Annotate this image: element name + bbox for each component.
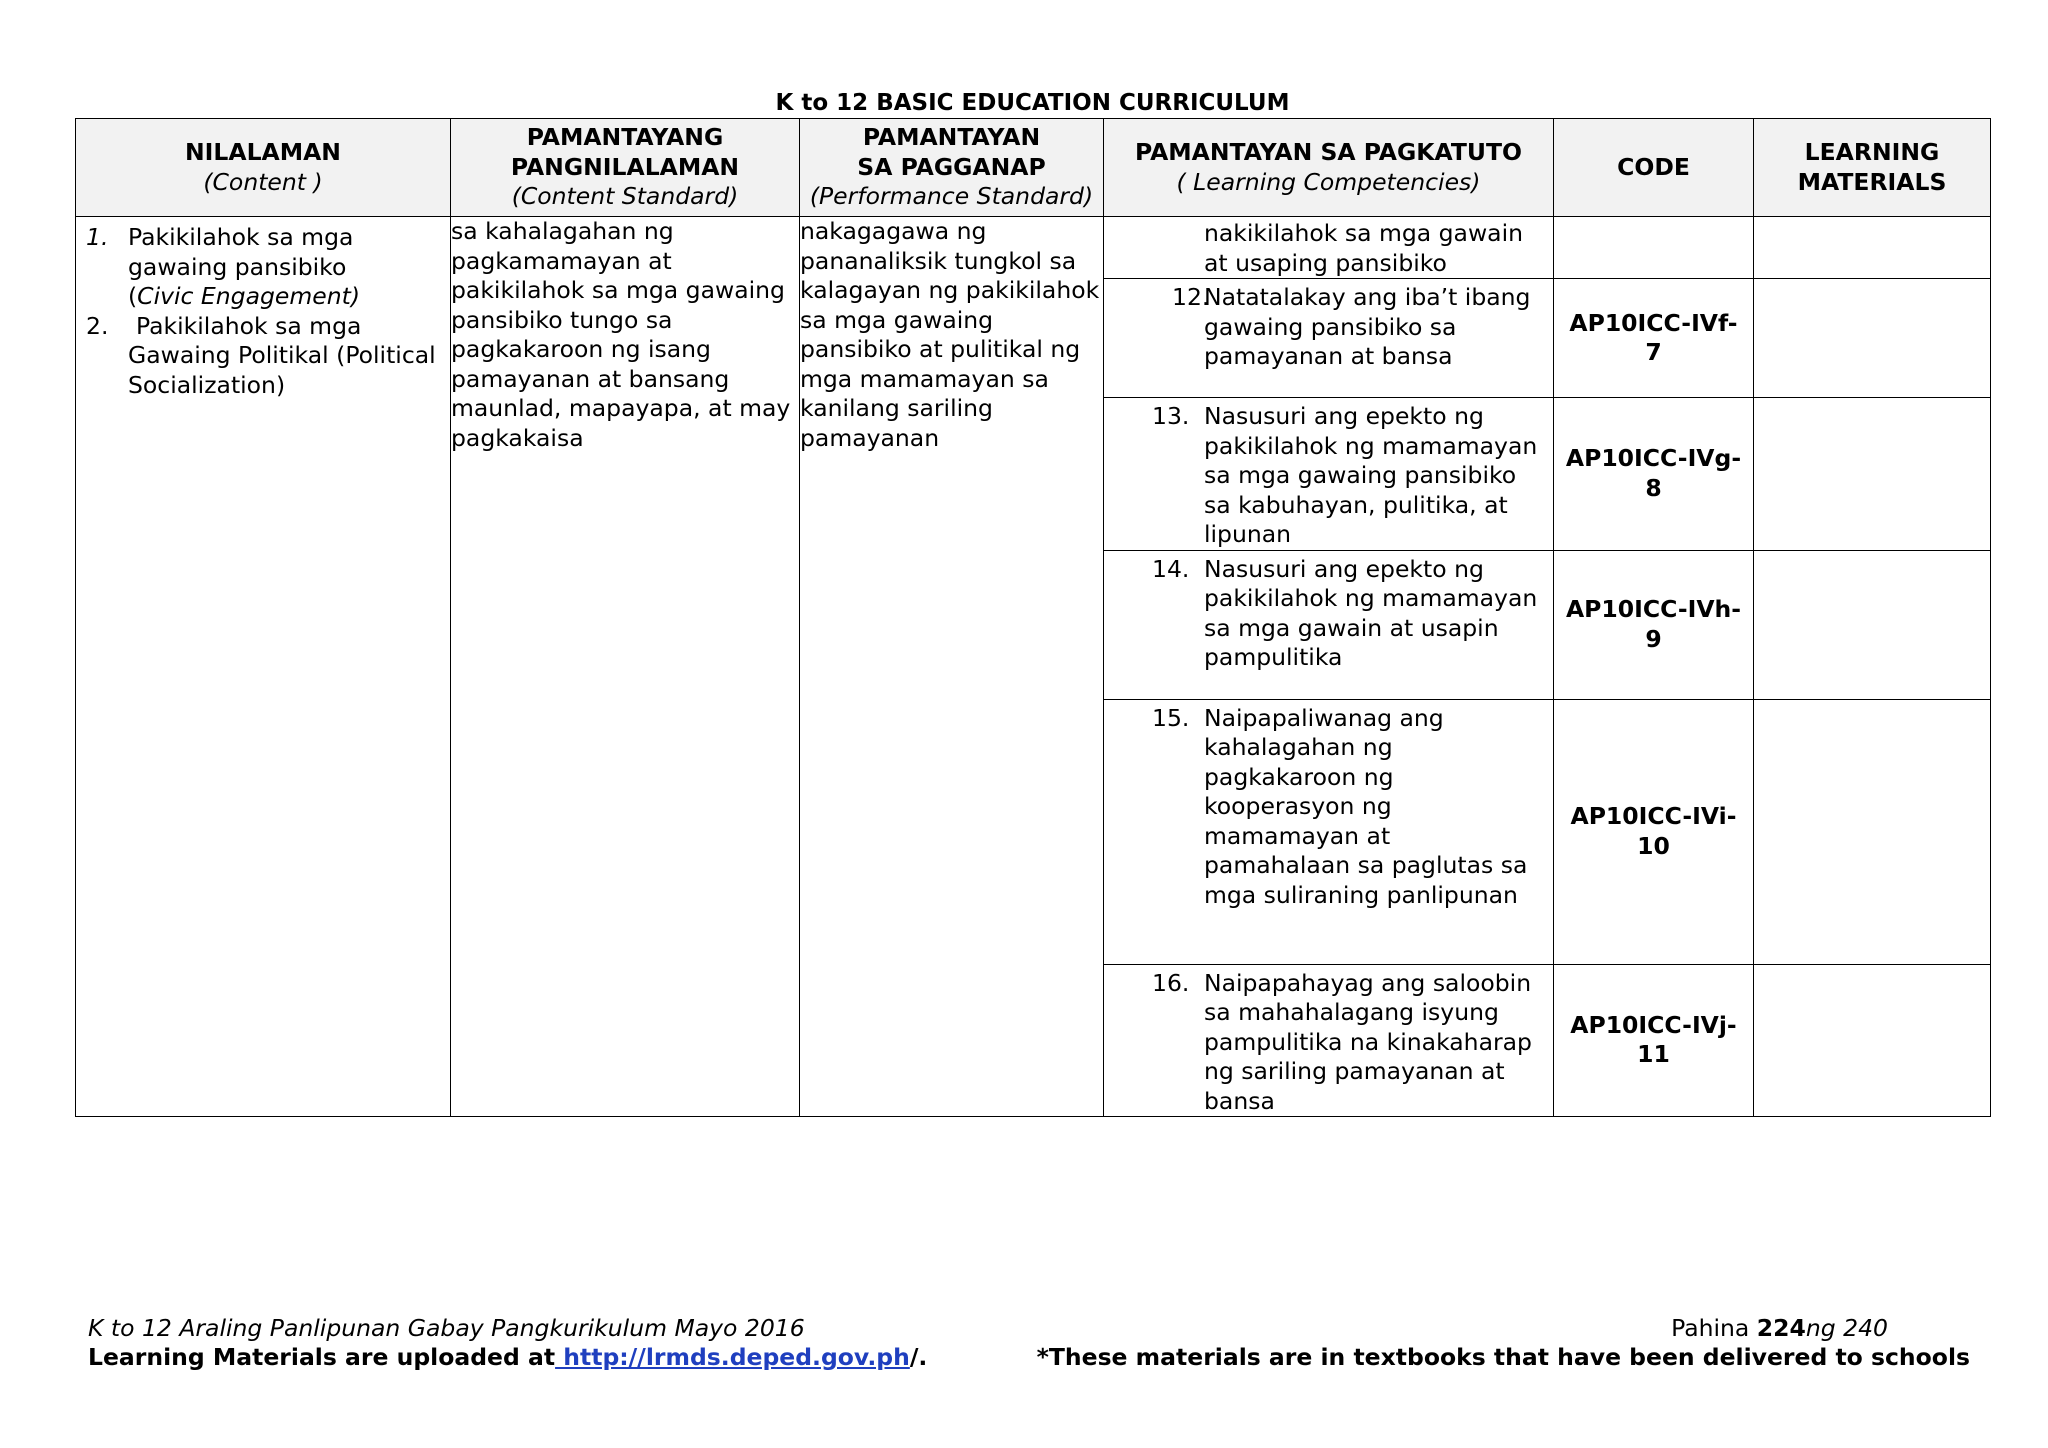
code-cell [1554, 217, 1754, 279]
page-label: Pahina [1671, 1314, 1750, 1342]
competency-item [1104, 700, 1553, 911]
lrmds-link[interactable]: http://lrmds.deped.gov.ph [555, 1343, 910, 1371]
competency-text: Nasusuri ang epekto ng pakikilahok ng mamamayan sa mga gawaing pansibiko sa kabuhayan, pulitika, at lipunan [1204, 402, 1538, 548]
header-learning-competencies-title: PAMANTAYAN SA PAGKATUTO [1135, 138, 1522, 166]
code-cell: AP10ICC-IVg-8 [1554, 398, 1754, 551]
competency-text: Natatalakay ang iba’t ibang gawaing pansibiko sa pamayanan at bansa [1204, 283, 1531, 370]
list-item [86, 311, 440, 401]
curriculum-table [75, 118, 1991, 1117]
competency-number: 16. [1152, 968, 1190, 997]
content-standard-cell: sa kahalagahan ng pagkamamayan at pakikilahok sa mga gawaing pansibiko tungo sa pagkakaroon ng isang pamayanan at bansang maunlad, mapayapa, at may pagkakaisa [451, 217, 800, 1117]
competency-text: Naipapahayag ang saloobin sa mahahalagang isyung pampulitika na kinakaharap ng sariling pamayanan at bansa [1204, 968, 1532, 1115]
header-content-standard [451, 119, 800, 217]
competency-cell [1104, 217, 1554, 279]
content-item-text: Pakikilahok sa mga gawaing pansibiko [128, 223, 354, 281]
table-header-row [76, 119, 1991, 217]
competency-cell [1104, 398, 1554, 551]
materials-cell [1754, 279, 1991, 398]
header-learning-materials-title: LEARNING MATERIALS [1797, 138, 1947, 196]
header-performance-standard-title: PAMANTAYAN SA PAGGANAP [857, 123, 1046, 181]
header-content [76, 119, 451, 217]
header-content-subtitle: (Content ) [203, 167, 323, 196]
competency-number: 15. [1152, 703, 1190, 732]
page-indicator [1671, 1313, 1888, 1343]
footer-guide-line [88, 1313, 1988, 1343]
competency-text: Naipapaliwanag ang kahalagahan ng pagkakaroon ng kooperasyon ng mamamayan at pamahalaan sa paglutas sa mga suliraning panlipunan [1204, 703, 1528, 909]
competency-text: nakikilahok sa mga gawain at usaping pansibiko [1204, 219, 1524, 277]
list-item [86, 223, 440, 312]
footer-guide-title: K to 12 Araling Panlipunan Gabay Pangkurikulum Mayo 2016 [88, 1314, 805, 1342]
content-item-paren: ( [128, 282, 138, 310]
content-list [76, 217, 450, 400]
competency-number: 14. [1152, 554, 1190, 583]
competency-item [1104, 965, 1553, 1117]
header-code-title: CODE [1617, 152, 1690, 181]
competency-cell [1104, 964, 1554, 1117]
header-learning-materials [1754, 119, 1991, 217]
materials-cell [1754, 699, 1991, 964]
materials-cell [1754, 964, 1991, 1117]
content-item-subtitle: Civic Engagement) [137, 282, 360, 310]
page-total: ng 240 [1805, 1314, 1888, 1342]
competency-item [1104, 279, 1553, 372]
code-cell: AP10ICC-IVi-10 [1554, 699, 1754, 964]
content-item-text: Pakikilahok sa mga Gawaing Politikal (Political Socialization) [128, 311, 436, 399]
header-performance-standard [800, 119, 1104, 217]
competency-item [1104, 551, 1553, 673]
header-performance-standard-subtitle: (Performance Standard) [809, 182, 1094, 211]
table-row [76, 217, 1991, 279]
code-cell: AP10ICC-IVh-9 [1554, 550, 1754, 699]
materials-cell [1754, 398, 1991, 551]
competency-cell [1104, 279, 1554, 398]
competency-number: 13. [1152, 402, 1190, 430]
header-content-title: NILALAMAN [185, 138, 341, 166]
competency-text: Nasusuri ang epekto ng pakikilahok ng mamamayan sa mga gawain at usapin pampulitika [1204, 554, 1538, 671]
competency-cell [1104, 550, 1554, 699]
footer-textbook-note: *These materials are in textbooks that have been delivered to schools [1036, 1343, 1970, 1371]
list-number: 2. [86, 311, 109, 340]
header-learning-competencies-subtitle: ( Learning Competencies) [1176, 167, 1481, 196]
footer-uploaded-text: Learning Materials are uploaded at [88, 1343, 556, 1371]
materials-cell [1754, 550, 1991, 699]
competency-cell [1104, 699, 1554, 964]
header-content-standard-subtitle: (Content Standard) [511, 182, 739, 211]
header-code [1554, 119, 1754, 217]
footer-link-suffix: /. [909, 1343, 928, 1371]
code-cell: AP10ICC-IVf-7 [1554, 279, 1754, 398]
content-cell [76, 217, 451, 1117]
header-content-standard-title: PAMANTAYANG PANGNILALAMAN [510, 123, 740, 181]
page-number: 224 [1756, 1314, 1806, 1342]
competency-item [1104, 398, 1553, 550]
performance-standard-cell: nakagagawa ng pananaliksik tungkol sa kalagayan ng pakikilahok sa mga gawaing pansibiko at pulitikal ng mga mamamayan sa kanilang sariling pamayanan [800, 217, 1104, 1117]
materials-cell [1754, 217, 1991, 279]
document-title: K to 12 BASIC EDUCATION CURRICULUM [775, 90, 1290, 116]
header-learning-competencies [1104, 119, 1554, 217]
code-cell: AP10ICC-IVj-11 [1554, 964, 1754, 1117]
footer-materials-line [88, 1342, 1988, 1372]
list-number: 1. [86, 223, 109, 251]
competency-number: 12. [1172, 283, 1210, 311]
